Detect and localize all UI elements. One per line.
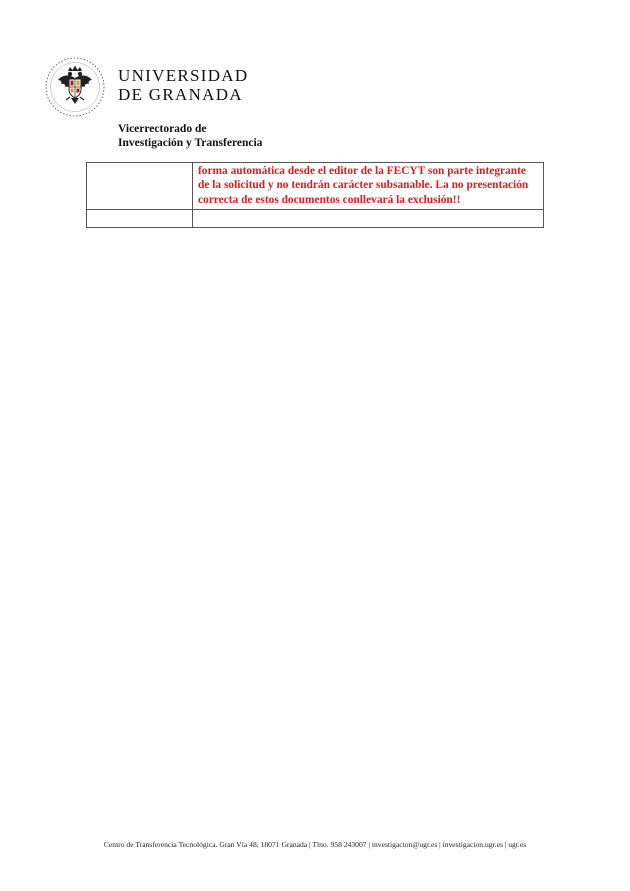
table-row <box>87 210 544 228</box>
department-line1: Vicerrectorado de <box>118 123 207 135</box>
page-footer: Centro de Transferencia Tecnológica. Gran Vía 48, 18071 Granada | Tlno. 958 243007 | investigacion@ugr.es | investigacion.ugr.es | ugr.es <box>103 840 527 849</box>
table-cell-warning: forma automática desde el editor de la FECYT son parte integrante de la solicitud y no tendrán carácter subsanable. La no presentación correcta de estos documentos conllevará la exclusión!! <box>193 163 544 210</box>
table-cell-left <box>87 210 193 228</box>
university-logo-wordmark <box>118 66 248 104</box>
table-cell-right <box>193 210 544 228</box>
university-seal-icon <box>44 56 106 118</box>
logo-name-line2: DE GRANADA <box>118 85 243 104</box>
logo-name-line1: UNIVERSIDAD <box>118 66 249 85</box>
department-line2: Investigación y Transferencia <box>118 137 263 149</box>
requirements-table <box>86 162 544 228</box>
table-row <box>87 163 544 210</box>
department-heading <box>118 122 262 150</box>
table-cell-left <box>87 163 193 210</box>
